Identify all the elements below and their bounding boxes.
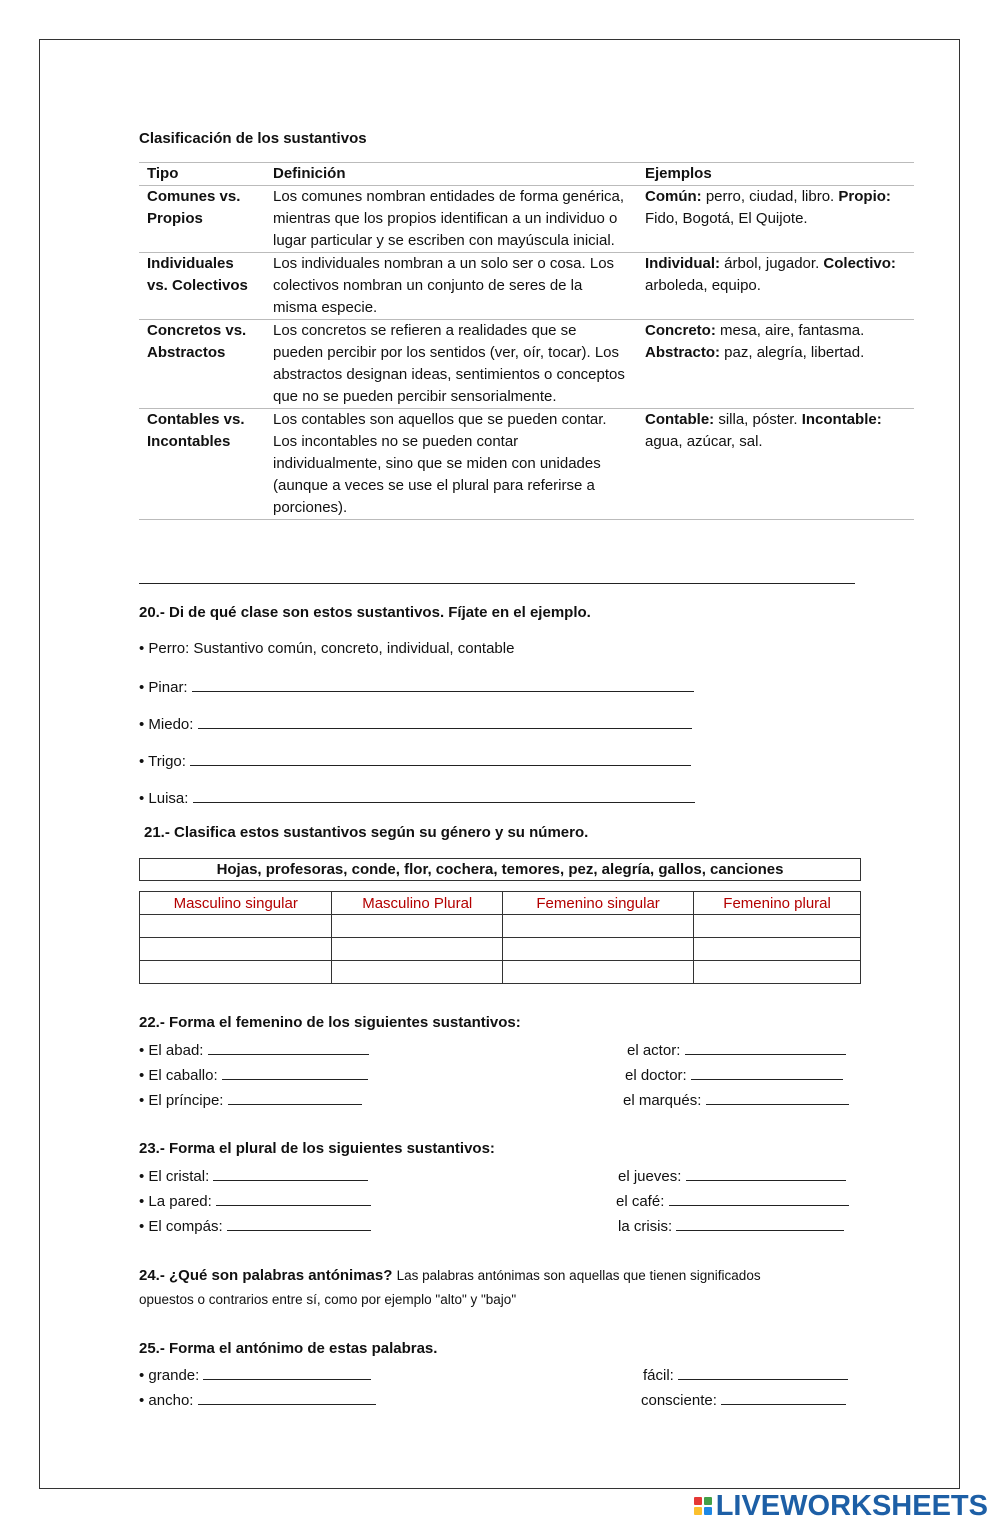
answer-blank[interactable]	[685, 1038, 846, 1055]
q24-title: 24.- ¿Qué son palabras antónimas?	[139, 1267, 393, 1284]
q23-item-left: • El cristal:	[139, 1164, 368, 1188]
q20-item-trigo: • Trigo:	[139, 749, 691, 773]
q20-item-pinar: • Pinar:	[139, 675, 694, 699]
answer-blank[interactable]	[227, 1214, 371, 1231]
answer-cell[interactable]	[140, 938, 332, 961]
answer-blank[interactable]	[213, 1164, 368, 1181]
answer-blank[interactable]	[198, 712, 692, 729]
q23-item-right: el café:	[616, 1189, 849, 1213]
table-row	[139, 320, 914, 409]
q22-item-left: • El príncipe:	[139, 1088, 362, 1112]
table-row	[139, 186, 914, 253]
header-femenino-singular: Femenino singular	[503, 892, 694, 915]
answer-blank[interactable]	[676, 1214, 844, 1231]
answer-cell[interactable]	[503, 961, 694, 984]
q24-question	[139, 1265, 859, 1287]
cell-definicion: Los concretos se refieren a realidades que se pueden percibir por los sentidos (ver, oír, tocar). Los abstractos designan ideas, sentimientos o conceptos que no se pueden percibir sensorialmente.	[265, 320, 637, 409]
answer-cell[interactable]	[140, 961, 332, 984]
header-femenino-plural: Femenino plural	[694, 892, 861, 915]
cell-definicion: Los comunes nombran entidades de forma genérica, mientras que los propios identifican a un individuo o lugar particular y se escriben con mayúscula inicial.	[265, 186, 637, 253]
gender-number-table	[139, 891, 861, 984]
q22-title: 22.- Forma el femenino de los siguientes sustantivos:	[139, 1014, 521, 1031]
answer-cell[interactable]	[332, 915, 503, 938]
answer-cell[interactable]	[332, 961, 503, 984]
cell-tipo: Comunes vs. Propios	[139, 186, 265, 253]
q25-item-right: consciente:	[641, 1388, 846, 1412]
table-header-row	[139, 163, 914, 186]
cell-tipo: Concretos vs. Abstractos	[139, 320, 265, 409]
q20-item-miedo: • Miedo:	[139, 712, 692, 736]
q20-item-luisa: • Luisa:	[139, 786, 695, 810]
answer-blank[interactable]	[198, 1388, 376, 1405]
cell-definicion: Los contables son aquellos que se pueden contar. Los incontables no se pueden contar individualmente, sino que se miden con unidades (aunque a veces se use el plural para referirse a porciones).	[265, 409, 637, 520]
answer-blank[interactable]	[203, 1363, 371, 1380]
q22-item-right: el doctor:	[625, 1063, 843, 1087]
cell-ejemplos: Concreto: mesa, aire, fantasma. Abstracto: paz, alegría, libertad.	[637, 320, 914, 409]
separator-line	[139, 583, 855, 584]
q25-item-right: fácil:	[643, 1363, 848, 1387]
cell-tipo: Contables vs. Incontables	[139, 409, 265, 520]
logo-square	[704, 1507, 712, 1515]
answer-blank[interactable]	[691, 1063, 843, 1080]
answer-blank[interactable]	[190, 749, 691, 766]
q23-item-right: el jueves:	[618, 1164, 846, 1188]
q25-item-left: • ancho:	[139, 1388, 376, 1412]
q24-answer-line1: Las palabras antónimas son aquellas que tienen significados	[396, 1268, 761, 1283]
answer-cell[interactable]	[694, 961, 861, 984]
q20-example: • Perro: Sustantivo común, concreto, individual, contable	[139, 640, 515, 657]
answer-blank[interactable]	[193, 786, 695, 803]
logo-square	[694, 1507, 702, 1515]
q22-item-left: • El abad:	[139, 1038, 369, 1062]
table-row	[139, 409, 914, 520]
header-definicion: Definición	[265, 163, 637, 186]
answer-blank[interactable]	[222, 1063, 368, 1080]
logo-square	[694, 1497, 702, 1505]
answer-cell[interactable]	[694, 915, 861, 938]
q24-answer-line2: opuestos o contrarios entre sí, como por ejemplo "alto" y "bajo"	[139, 1292, 517, 1307]
cell-definicion: Los individuales nombran a un solo ser o cosa. Los colectivos nombran un conjunto de seres de la misma especie.	[265, 253, 637, 320]
answer-blank[interactable]	[721, 1388, 846, 1405]
answer-cell[interactable]	[503, 915, 694, 938]
table-header-row	[140, 892, 861, 915]
answer-cell[interactable]	[332, 938, 503, 961]
cell-ejemplos: Contable: silla, póster. Incontable: agua, azúcar, sal.	[637, 409, 914, 520]
logo-square	[704, 1497, 712, 1505]
table-row	[140, 938, 861, 961]
q23-item-left: • El compás:	[139, 1214, 371, 1238]
cell-ejemplos: Común: perro, ciudad, libro. Propio: Fido, Bogotá, El Quijote.	[637, 186, 914, 253]
header-masculino-singular: Masculino singular	[140, 892, 332, 915]
q22-item-left: • El caballo:	[139, 1063, 368, 1087]
answer-blank[interactable]	[228, 1088, 362, 1105]
logo-text: LIVEWORKSHEETS	[715, 1489, 988, 1522]
header-masculino-plural: Masculino Plural	[332, 892, 503, 915]
answer-blank[interactable]	[208, 1038, 369, 1055]
table-row	[140, 961, 861, 984]
q21-title: 21.- Clasifica estos sustantivos según su género y su número.	[144, 824, 589, 841]
q20-title: 20.- Di de qué clase son estos sustantivos. Fíjate en el ejemplo.	[139, 604, 591, 621]
q22-item-right: el marqués:	[623, 1088, 849, 1112]
q25-title: 25.- Forma el antónimo de estas palabras.	[139, 1340, 438, 1357]
q23-title: 23.- Forma el plural de los siguientes sustantivos:	[139, 1140, 495, 1157]
classification-table	[139, 162, 914, 520]
answer-cell[interactable]	[503, 938, 694, 961]
cell-ejemplos: Individual: árbol, jugador. Colectivo: arboleda, equipo.	[637, 253, 914, 320]
q23-item-left: • La pared:	[139, 1189, 371, 1213]
table-row	[140, 915, 861, 938]
liveworksheets-logo[interactable]	[694, 1490, 988, 1522]
logo-grid-icon	[694, 1497, 712, 1515]
header-tipo: Tipo	[139, 163, 265, 186]
q25-item-left: • grande:	[139, 1363, 371, 1387]
section-heading: Clasificación de los sustantivos	[139, 130, 367, 147]
answer-blank[interactable]	[216, 1189, 371, 1206]
answer-blank[interactable]	[192, 675, 694, 692]
answer-blank[interactable]	[706, 1088, 849, 1105]
answer-blank[interactable]	[669, 1189, 849, 1206]
q23-item-right: la crisis:	[618, 1214, 844, 1238]
answer-cell[interactable]	[140, 915, 332, 938]
header-ejemplos: Ejemplos	[637, 163, 914, 186]
answer-blank[interactable]	[686, 1164, 846, 1181]
answer-cell[interactable]	[694, 938, 861, 961]
table-row	[139, 253, 914, 320]
cell-tipo: Individuales vs. Colectivos	[139, 253, 265, 320]
q21-word-bank: Hojas, profesoras, conde, flor, cochera, temores, pez, alegría, gallos, canciones	[139, 858, 861, 881]
answer-blank[interactable]	[678, 1363, 848, 1380]
q22-item-right: el actor:	[627, 1038, 846, 1062]
